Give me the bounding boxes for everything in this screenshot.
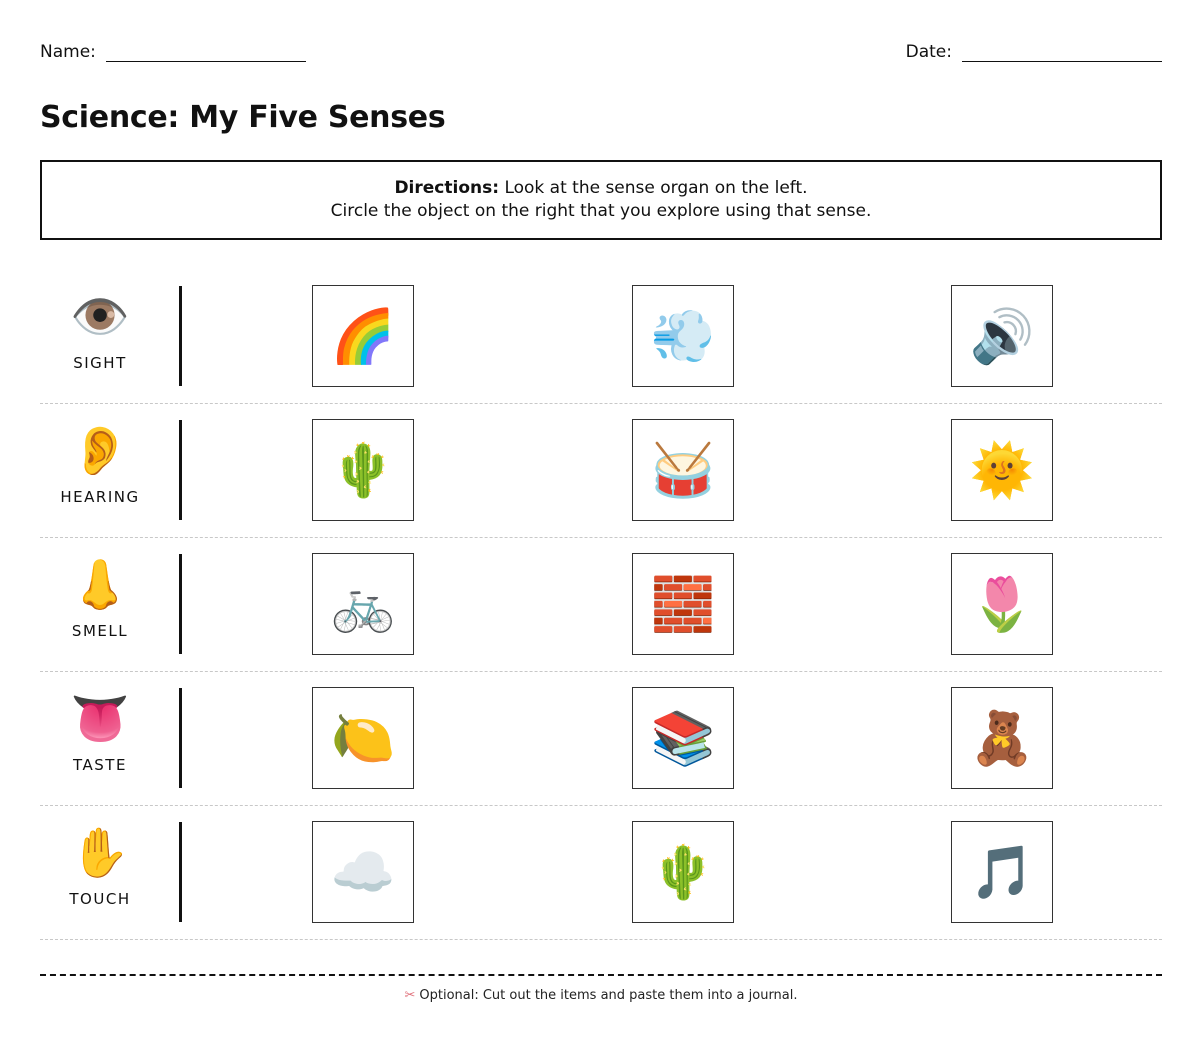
sense-row-smell [40,538,1162,672]
tongue-icon: 👅 [70,691,130,747]
choice-cactus[interactable] [632,821,734,923]
choice-rainbow[interactable] [312,285,414,387]
sense-row-hearing [40,404,1162,538]
choice-tulip[interactable] [951,553,1053,655]
dash-puff-icon: 💨 [650,306,716,367]
scissors-icon: ✂ [404,988,416,1003]
bicycle-icon: 🚲 [330,574,396,635]
choice-cloud[interactable] [312,821,414,923]
choice-drum[interactable] [632,419,734,521]
date-field [906,42,1162,62]
sense-row-taste [40,672,1162,806]
choice-teddy-bear[interactable] [951,687,1053,789]
sense-organ [40,686,160,790]
footer-note [0,988,1202,1003]
choice-brick[interactable] [632,553,734,655]
row-divider [179,286,182,386]
date-blank-line[interactable] [962,44,1162,62]
choice-lemon[interactable] [312,687,414,789]
sun-icon: 🌞 [969,440,1035,501]
directions-box [40,160,1162,240]
sense-label: TASTE [73,756,127,774]
header [40,42,1162,66]
brick-icon: 🧱 [650,574,716,635]
choice-sun[interactable] [951,419,1053,521]
eye-icon: 👁️ [70,289,130,345]
name-blank-line[interactable] [106,44,306,62]
lemon-icon: 🍋 [330,708,396,769]
sense-label: SIGHT [73,354,127,372]
page-title: Science: My Five Senses [40,100,446,135]
music-note-icon: 🎵 [969,842,1035,903]
sense-organ [40,552,160,656]
footer-text: Optional: Cut out the items and paste them into a journal. [419,988,798,1003]
sense-label: SMELL [71,622,129,640]
directions-line-1: Look at the sense organ on the left. [504,178,808,198]
sense-organ [40,820,160,924]
row-divider [179,420,182,520]
books-icon: 📚 [650,708,716,769]
cloud-icon: ☁️ [330,842,396,903]
sense-label: TOUCH [69,890,131,908]
ear-icon: 👂 [70,423,130,479]
choice-books[interactable] [632,687,734,789]
tulip-icon: 🌷 [969,574,1035,635]
directions-line-2: Circle the object on the right that you explore using that sense. [330,201,872,221]
row-divider [179,554,182,654]
cactus-icon: 🌵 [650,842,716,903]
choice-cactus[interactable] [312,419,414,521]
rainbow-icon: 🌈 [330,306,396,367]
name-field [40,42,306,62]
sense-label: HEARING [60,488,140,506]
choice-bicycle[interactable] [312,553,414,655]
choice-speaker[interactable] [951,285,1053,387]
drum-icon: 🥁 [650,440,716,501]
row-divider [179,688,182,788]
speaker-icon: 🔊 [969,306,1035,367]
nose-icon: 👃 [70,557,130,613]
sense-organ [40,284,160,388]
sense-row-touch [40,806,1162,940]
senses-table [40,270,1162,940]
sense-row-sight [40,270,1162,404]
hand-icon: ✋ [70,825,130,881]
choice-music-note[interactable] [951,821,1053,923]
date-label: Date: [905,42,952,62]
row-divider [179,822,182,922]
choice-dash-puff[interactable] [632,285,734,387]
name-label: Name: [40,42,96,62]
sense-organ [40,418,160,522]
teddy-bear-icon: 🧸 [969,708,1035,769]
directions-label: Directions: [394,178,500,198]
cut-line [40,974,1162,976]
cactus-icon: 🌵 [330,440,396,501]
